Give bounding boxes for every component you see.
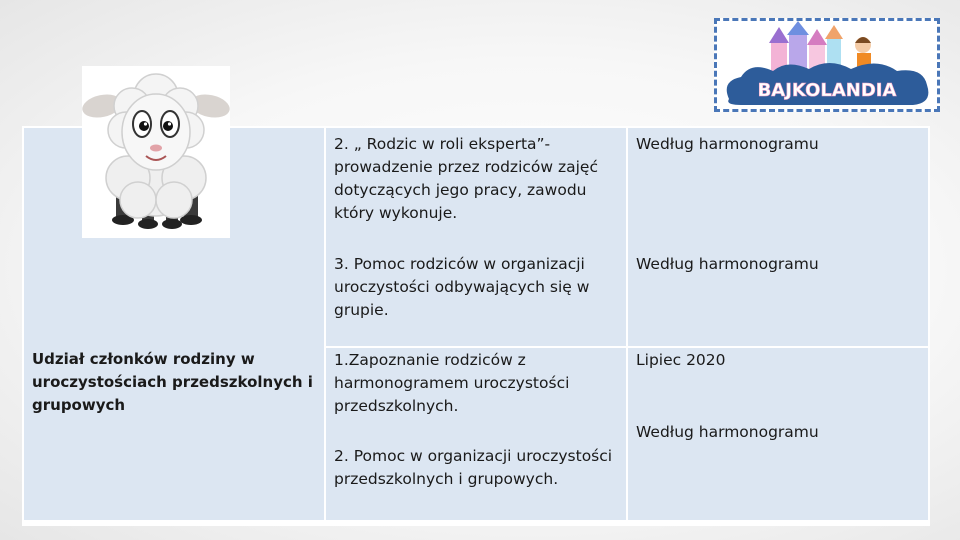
row-heading: Udział członków rodziny w uroczystościach przedszkolnych i grupowych (32, 350, 313, 414)
activity-item: 2. Pomoc w organizacji uroczystości przedszkolnych i grupowych. (334, 447, 613, 488)
table-cell-activities-top (326, 128, 626, 346)
activity-item: 2. „ Rodzic w roli eksperta”- prowadzenie przez rodziców zajęć dotyczących jego pracy, zawodu który wykonuje. (334, 135, 598, 222)
term-item: Według harmonogramu (636, 135, 819, 153)
term-item: Według harmonogramu (636, 255, 819, 273)
table-cell-activities-bottom (326, 348, 626, 520)
bajkolandia-logo (714, 18, 940, 112)
term-item: Według harmonogramu (636, 423, 819, 441)
term-item: Lipiec 2020 (636, 351, 726, 369)
table-cell-terms-bottom (628, 348, 928, 520)
activity-item: 1.Zapoznanie rodziców z harmonogramem uroczystości przedszkolnych. (334, 351, 570, 415)
sheep-illustration (82, 66, 230, 238)
activity-item: 3. Pomoc rodziców w organizacji uroczystości odbywających się w grupie. (334, 255, 590, 319)
logo-text: BAJKOLANDIA (757, 80, 897, 101)
table-cell-terms-top (628, 128, 928, 346)
